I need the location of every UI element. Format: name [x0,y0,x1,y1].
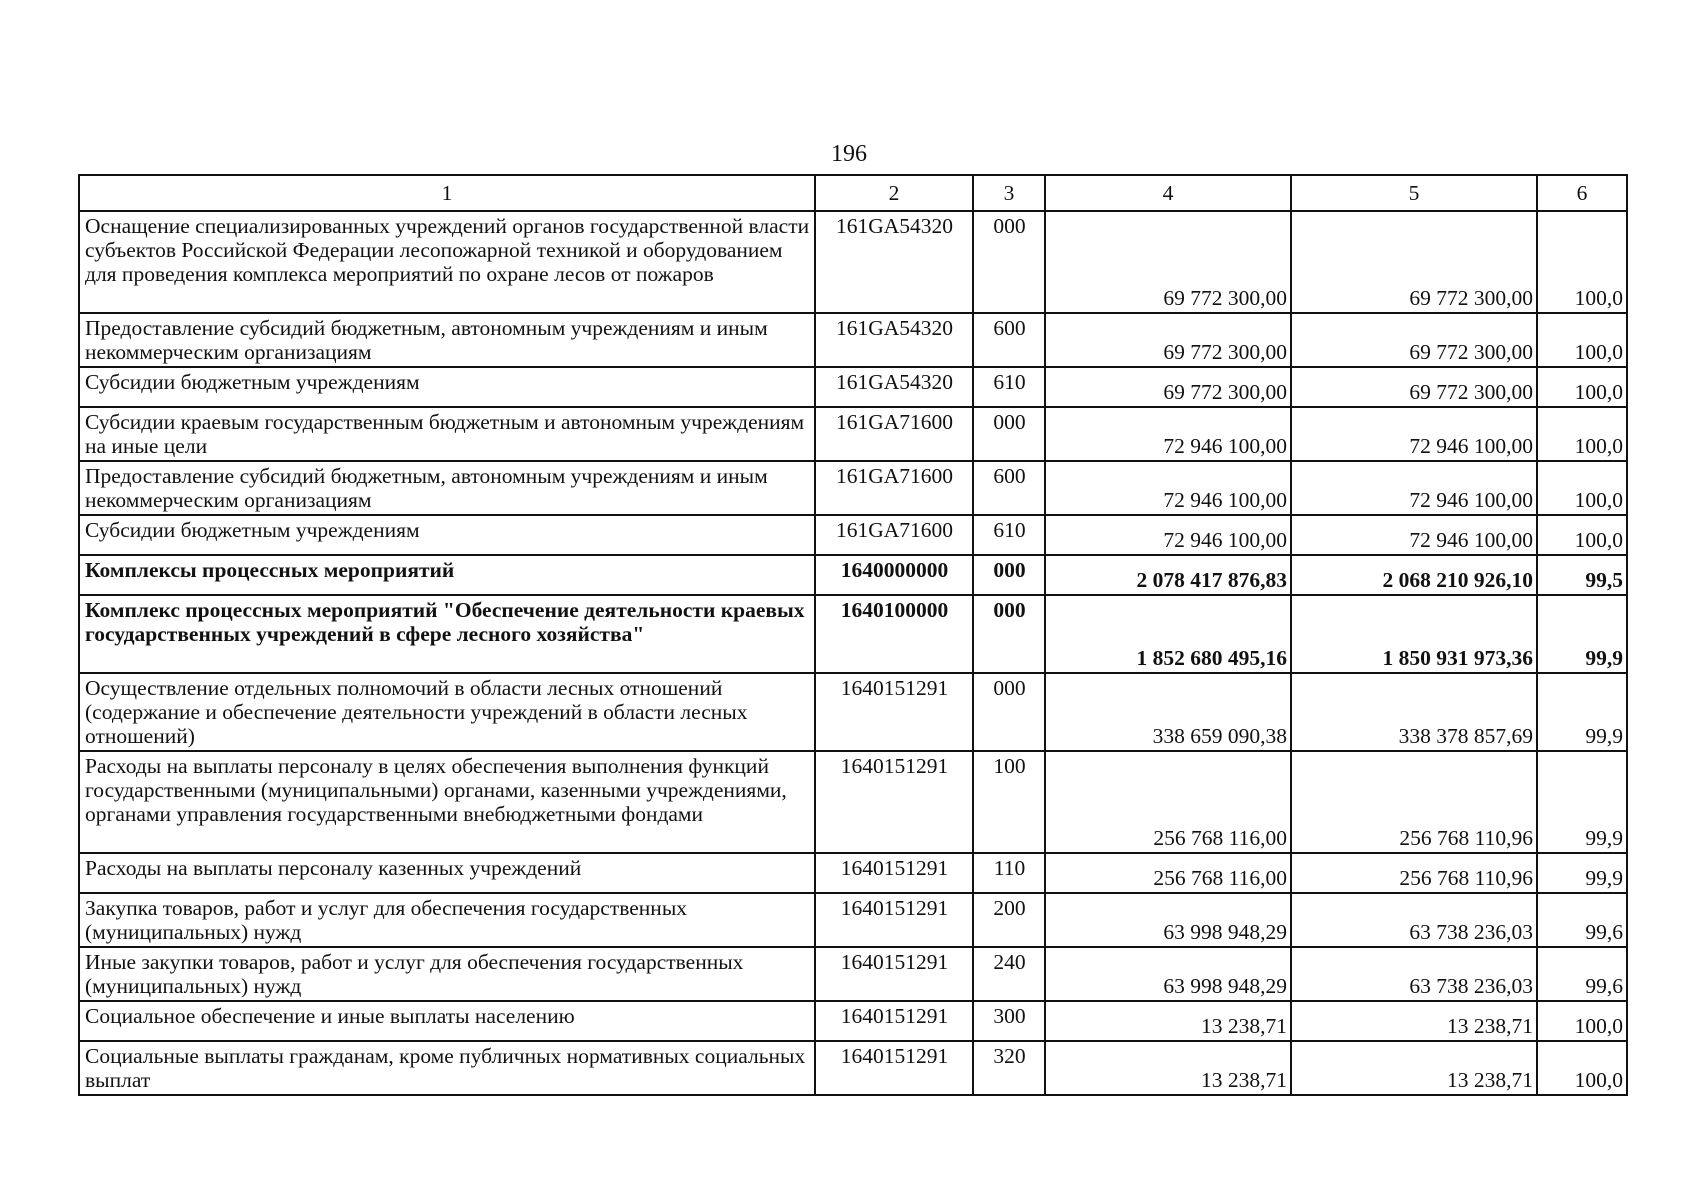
table-row [79,893,1627,947]
table-body [79,211,1627,1095]
row-value-col-5: 63 738 236,03 [1291,947,1537,1001]
row-percent: 99,9 [1537,595,1627,673]
row-name: Закупка товаров, работ и услуг для обеспечения государственных (муниципальных) нужд [79,893,815,947]
row-value-col-5: 63 738 236,03 [1291,893,1537,947]
row-code: 1640151291 [815,1041,973,1095]
header-col-5: 5 [1291,175,1537,211]
row-value-col-5: 256 768 110,96 [1291,751,1537,853]
table-row [79,367,1627,407]
row-code: 161GA71600 [815,515,973,555]
row-name: Субсидии краевым государственным бюджетным и автономным учреждениям на иные цели [79,407,815,461]
row-code: 1640151291 [815,853,973,893]
row-name: Комплексы процессных мероприятий [79,555,815,595]
row-expense-type: 320 [973,1041,1045,1095]
row-value-col-5: 1 850 931 973,36 [1291,595,1537,673]
header-col-1: 1 [79,175,815,211]
table-row [79,1041,1627,1095]
row-value-col-5: 69 772 300,00 [1291,211,1537,313]
row-code: 161GA71600 [815,461,973,515]
table-row-bold [79,555,1627,595]
row-percent: 99,9 [1537,853,1627,893]
row-code: 1640000000 [815,555,973,595]
row-expense-type: 610 [973,367,1045,407]
table-row [79,515,1627,555]
table-row [79,673,1627,751]
row-value-col-5: 256 768 110,96 [1291,853,1537,893]
row-expense-type: 600 [973,313,1045,367]
row-name: Предоставление субсидий бюджетным, автономным учреждениям и иным некоммерческим организациям [79,313,815,367]
row-value-col-4: 63 998 948,29 [1045,947,1291,1001]
row-value-col-4: 13 238,71 [1045,1001,1291,1041]
table-row [79,853,1627,893]
row-name: Социальные выплаты гражданам, кроме публичных нормативных социальных выплат [79,1041,815,1095]
row-percent: 99,6 [1537,893,1627,947]
row-expense-type: 110 [973,853,1045,893]
row-percent: 99,5 [1537,555,1627,595]
table-row [79,211,1627,313]
row-value-col-4: 256 768 116,00 [1045,751,1291,853]
row-value-col-5: 72 946 100,00 [1291,407,1537,461]
row-name: Расходы на выплаты персоналу в целях обеспечения выполнения функций государственными (муниципальными) органами, казенными учреждениями, органами управления государственными внебюджетными фондами [79,751,815,853]
row-code: 1640151291 [815,1001,973,1041]
row-percent: 100,0 [1537,461,1627,515]
row-expense-type: 000 [973,211,1045,313]
row-name: Социальное обеспечение и иные выплаты населению [79,1001,815,1041]
row-code: 161GA54320 [815,313,973,367]
row-value-col-5: 13 238,71 [1291,1041,1537,1095]
header-col-2: 2 [815,175,973,211]
row-expense-type: 000 [973,673,1045,751]
row-name: Предоставление субсидий бюджетным, автономным учреждениям и иным некоммерческим организациям [79,461,815,515]
budget-table [78,174,1628,1096]
row-percent: 99,9 [1537,751,1627,853]
row-code: 161GA54320 [815,367,973,407]
row-code: 1640151291 [815,751,973,853]
row-code: 1640151291 [815,673,973,751]
row-code: 161GA71600 [815,407,973,461]
table-row [79,407,1627,461]
row-percent: 100,0 [1537,515,1627,555]
row-percent: 100,0 [1537,211,1627,313]
row-value-col-4: 256 768 116,00 [1045,853,1291,893]
header-col-6: 6 [1537,175,1627,211]
header-col-4: 4 [1045,175,1291,211]
row-value-col-4: 72 946 100,00 [1045,515,1291,555]
row-percent: 100,0 [1537,313,1627,367]
table-header [79,175,1627,211]
table-row [79,947,1627,1001]
row-value-col-4: 72 946 100,00 [1045,407,1291,461]
page-number: 196 [831,141,867,167]
table-row [79,461,1627,515]
row-expense-type: 000 [973,555,1045,595]
row-expense-type: 240 [973,947,1045,1001]
row-value-col-5: 69 772 300,00 [1291,313,1537,367]
row-expense-type: 000 [973,595,1045,673]
table-row [79,313,1627,367]
row-expense-type: 100 [973,751,1045,853]
header-row [79,175,1627,211]
row-percent: 99,9 [1537,673,1627,751]
row-expense-type: 000 [973,407,1045,461]
row-percent: 99,6 [1537,947,1627,1001]
row-percent: 100,0 [1537,1001,1627,1041]
row-expense-type: 600 [973,461,1045,515]
row-value-col-5: 338 378 857,69 [1291,673,1537,751]
row-expense-type: 200 [973,893,1045,947]
row-name: Субсидии бюджетным учреждениям [79,367,815,407]
row-name: Иные закупки товаров, работ и услуг для обеспечения государственных (муниципальных) нужд [79,947,815,1001]
row-code: 161GA54320 [815,211,973,313]
row-value-col-4: 2 078 417 876,83 [1045,555,1291,595]
row-value-col-4: 13 238,71 [1045,1041,1291,1095]
row-name: Комплекс процессных мероприятий "Обеспечение деятельности краевых государственных учреждений в сфере лесного хозяйства" [79,595,815,673]
row-value-col-5: 72 946 100,00 [1291,515,1537,555]
row-value-col-5: 2 068 210 926,10 [1291,555,1537,595]
row-code: 1640100000 [815,595,973,673]
row-percent: 100,0 [1537,1041,1627,1095]
row-value-col-4: 72 946 100,00 [1045,461,1291,515]
row-percent: 100,0 [1537,407,1627,461]
row-value-col-4: 63 998 948,29 [1045,893,1291,947]
row-value-col-4: 1 852 680 495,16 [1045,595,1291,673]
header-col-3: 3 [973,175,1045,211]
row-name: Осуществление отдельных полномочий в области лесных отношений (содержание и обеспечение деятельности учреждений в области лесных отношений) [79,673,815,751]
row-name: Оснащение специализированных учреждений органов государственной власти субъектов Российской Федерации лесопожарной техникой и оборудованием для проведения комплекса мероприятий по охране лесов от пожаров [79,211,815,313]
row-value-col-4: 69 772 300,00 [1045,313,1291,367]
row-value-col-5: 69 772 300,00 [1291,367,1537,407]
row-percent: 100,0 [1537,367,1627,407]
row-value-col-4: 69 772 300,00 [1045,367,1291,407]
row-name: Расходы на выплаты персоналу казенных учреждений [79,853,815,893]
row-name: Субсидии бюджетным учреждениям [79,515,815,555]
row-value-col-5: 13 238,71 [1291,1001,1537,1041]
table-row-bold [79,595,1627,673]
table-row [79,1001,1627,1041]
row-expense-type: 300 [973,1001,1045,1041]
row-code: 1640151291 [815,893,973,947]
row-code: 1640151291 [815,947,973,1001]
row-value-col-4: 69 772 300,00 [1045,211,1291,313]
row-value-col-5: 72 946 100,00 [1291,461,1537,515]
table-row [79,751,1627,853]
row-expense-type: 610 [973,515,1045,555]
row-value-col-4: 338 659 090,38 [1045,673,1291,751]
